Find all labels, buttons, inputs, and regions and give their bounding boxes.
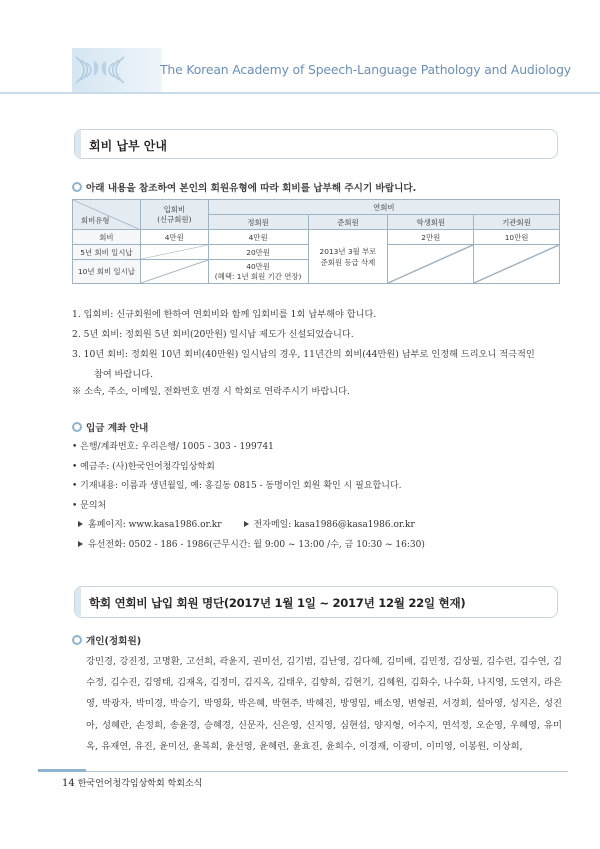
col-institution: 기관회원 — [474, 215, 560, 230]
page-number: 14 — [62, 778, 75, 789]
fee-table — [72, 199, 560, 284]
cell-institution-empty — [474, 245, 560, 284]
section-fee-guide — [74, 129, 558, 159]
bank-account: • 은행/계좌번호: 우리은행/ 1005 - 303 - 199741 — [72, 442, 274, 452]
section-title: 학회 연회비 납입 회원 명단(2017년 1월 1일 ~ 2017년 12월 22일 현재) — [89, 596, 466, 610]
member-names: 강민경, 강진정, 고명환, 고선희, 곽윤지, 권미선, 김기범, 김난영, 김다혜, 김미배, 김민정, 김상필, 김수련, 김수연, 김수정, 김수진, 김영태, 김재옥, 김정미, 김지옥, 김태우, 김향희, 김현기, 김혜원, 김화수, 나수화, 나지영, 도연지, 라은영, 박광자, 박미경, 박승기, 박영화, 박은혜, 박현주, 박혜진, 방영임, 배소영, 변형권, 서경희, 설아영, 성지은, 성진아, 성혜란, 손정희, 송윤경, 승혜경, 신문자, 신은영, 신지영, 심현섭, 양지형, 어수지, 연석정, 오순영, 우혜영, 유미옥, 유재연, 유진, 윤미선, 윤복희, 윤선영, 윤혜련, 윤효진, 윤희수, 이경재, 이광미, 이미영, 이봉원, 이상희, — [86, 656, 562, 752]
entry-fee-header: 입회비 (신규회원) — [140, 200, 208, 230]
row-label: 회비 — [73, 230, 141, 245]
cell-student: 2만원 — [388, 230, 474, 245]
member-type-title — [72, 633, 141, 647]
bullet-circle-icon — [72, 422, 82, 432]
page-header — [0, 48, 600, 92]
cell-entry-empty — [140, 245, 208, 260]
note-item-continued: 참여 바랍니다. — [94, 369, 154, 380]
slash-line — [141, 260, 208, 283]
table-corner-cell — [73, 200, 141, 230]
cell-student-empty — [388, 245, 474, 284]
publication-name: 한국언어청각임상학회 학회소식 — [77, 779, 203, 789]
member-type-label: 개인(정회원) — [86, 636, 142, 647]
cell-regular: 20만원 — [208, 245, 308, 260]
bullet-circle-icon — [72, 635, 82, 645]
cell-regular-10yr — [208, 260, 308, 284]
speech-logo-icon — [68, 51, 132, 89]
homepage-link[interactable]: 홈페이지: www.kasa1986.or.kr — [88, 520, 222, 531]
contact-row — [72, 516, 425, 536]
account-info — [72, 438, 425, 556]
section-title: 회비 납부 안내 — [89, 139, 167, 153]
triangle-bullet-icon — [244, 521, 249, 527]
contact-row — [72, 536, 425, 556]
col-associate: 준회원 — [308, 215, 388, 230]
triangle-bullet-icon — [78, 541, 83, 547]
col-student: 학생회원 — [388, 215, 474, 230]
associate-note-cell: 2013년 3월 부로 준회원 등급 삭제 — [308, 230, 388, 284]
deposit-memo: • 기재내용: 이름과 생년월일, 예: 홍길동 0815 - 동명이인 회원 확인 시 필요합니다. — [72, 481, 402, 492]
footer-divider — [38, 771, 568, 772]
intro-label: 아래 내용을 참조하여 본인의 회원유형에 따라 회비를 납부해 주시기 바랍니다. — [86, 183, 417, 194]
page-footer — [62, 776, 202, 789]
fee-notes — [72, 305, 560, 385]
section-accent — [75, 130, 81, 158]
bullet-circle-icon — [72, 182, 82, 192]
phone-info: 유선전화: 0502 - 186 - 1986(근무시간: 월 9:00 ~ 13:00 /수, 금 10:30 ~ 16:30) — [88, 539, 425, 550]
section-member-list — [74, 586, 558, 618]
note-item: 2. 5년 회비: 정회원 5년 회비(20만원) 일시납 제도가 신설되었습니다. — [72, 329, 354, 340]
email-link[interactable]: 전자메일: kasa1986@kasa1986.or.kr — [253, 520, 415, 531]
regular-10yr-value: 40만원 — [246, 261, 270, 271]
cell-institution: 10만원 — [474, 230, 560, 245]
section-accent — [75, 587, 81, 617]
intro-text — [72, 180, 416, 194]
annual-fee-header: 연회비 — [208, 200, 559, 215]
account-holder: • 예금주: (사)한국언어청각임상학회 — [72, 461, 215, 472]
cell-entry-empty — [140, 260, 208, 284]
cell-regular: 4만원 — [208, 230, 308, 245]
cell-entry: 4만원 — [140, 230, 208, 245]
triangle-bullet-icon — [78, 521, 83, 527]
header-title: The Korean Academy of Speech-Language Pathology and Audiology — [160, 62, 571, 77]
note-item: 1. 입회비: 신규회원에 한하여 연회비와 함께 입회비를 1회 납부해야 합니다. — [72, 309, 377, 320]
header-divider — [0, 92, 600, 94]
footer-accent-bar — [38, 769, 86, 772]
slash-line — [474, 245, 559, 283]
inquiry-label: • 문의처 — [72, 500, 107, 511]
col-regular: 정회원 — [208, 215, 308, 230]
slash-line — [141, 245, 208, 259]
change-notice: ※ 소속, 주소, 이메일, 전화번호 변경 시 학회로 연락주시기 바랍니다. — [72, 386, 350, 397]
account-title — [72, 420, 148, 434]
slash-line — [388, 245, 473, 283]
account-title-label: 입금 계좌 안내 — [86, 423, 149, 434]
row-label: 10년 회비 일시납 — [73, 260, 141, 284]
note-item: 3. 10년 회비: 정회원 10년 회비(40만원) 일시납의 경우, 11년간의 회비(44만원) 납부로 인정해 드리오니 적극적인 — [72, 349, 535, 360]
corner-label: 회비유형 — [81, 216, 110, 225]
row-label: 5년 회비 일시납 — [73, 245, 141, 260]
regular-10yr-note: (혜택: 1년 회원 기간 연장) — [214, 271, 302, 281]
